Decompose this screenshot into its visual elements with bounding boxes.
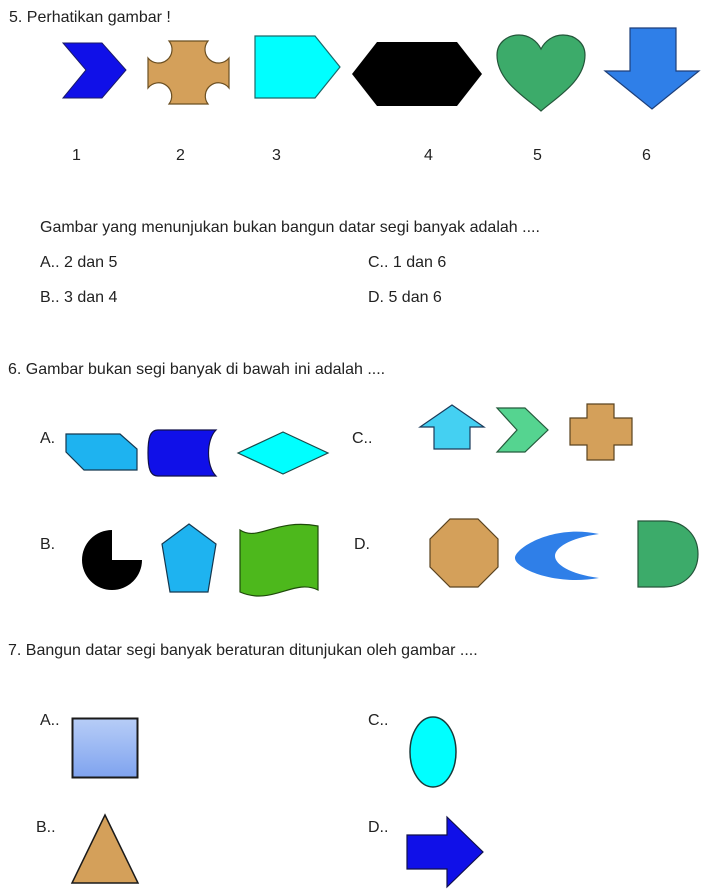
right-arrow-shape — [405, 815, 485, 889]
shape-number-1: 1 — [72, 147, 81, 164]
q6-option-c-letter[interactable]: C.. — [352, 430, 373, 447]
chevron-shape-1 — [62, 42, 130, 100]
square-shape — [71, 717, 139, 779]
q7-option-d-letter[interactable]: D.. — [368, 819, 389, 836]
shape-number-4: 4 — [424, 147, 433, 164]
q5-option-d[interactable]: D. 5 dan 6 — [368, 289, 442, 306]
q5-option-b[interactable]: B.. 3 dan 4 — [40, 289, 118, 306]
triangle-shape — [70, 813, 140, 885]
q6-option-a-letter[interactable]: A. — [40, 430, 56, 447]
q5-option-c[interactable]: C.. 1 dan 6 — [368, 254, 447, 271]
chevron-shape — [495, 406, 551, 454]
q6-title: 6. Gambar bukan segi banyak di bawah ini adalah .... — [8, 361, 386, 378]
shape-number-2: 2 — [176, 147, 185, 164]
pie-shape — [78, 526, 146, 594]
wavy-flag-shape — [236, 520, 322, 600]
notched-square-shape-2 — [145, 40, 233, 106]
q7-option-c-letter[interactable]: C.. — [368, 712, 389, 729]
trapezoid-tab-shape — [62, 432, 140, 472]
d-shape — [636, 519, 700, 589]
ellipse-shape — [408, 715, 458, 789]
shape-number-6: 6 — [642, 147, 651, 164]
pentagon-shape — [160, 522, 218, 594]
house-pentagon-shape-3 — [253, 35, 343, 101]
q6-option-b-letter[interactable]: B. — [40, 536, 56, 553]
shape-number-5: 5 — [533, 147, 542, 164]
rhombus-shape — [236, 430, 330, 476]
down-arrow-shape-6 — [603, 27, 701, 111]
q5-option-a[interactable]: A.. 2 dan 5 — [40, 254, 118, 271]
q6-option-d-letter[interactable]: D. — [354, 536, 370, 553]
q7-option-a-letter[interactable]: A.. — [40, 712, 60, 729]
curved-rectangle-shape — [146, 428, 218, 478]
shape-number-3: 3 — [272, 147, 281, 164]
crescent-shape — [513, 530, 601, 582]
q7-option-b-letter[interactable]: B.. — [36, 819, 56, 836]
q7-title: 7. Bangun datar segi banyak beraturan ditunjukan oleh gambar .... — [8, 642, 478, 659]
octagon-shape — [428, 517, 500, 589]
heart-shape-5 — [495, 33, 587, 113]
up-arrow-shape — [418, 403, 486, 451]
hexagon-shape-4 — [350, 40, 485, 108]
q5-title: 5. Perhatikan gambar ! — [9, 9, 171, 26]
cross-shape — [568, 402, 634, 462]
q5-question: Gambar yang menunjukan bukan bangun datar segi banyak adalah .... — [40, 219, 540, 236]
